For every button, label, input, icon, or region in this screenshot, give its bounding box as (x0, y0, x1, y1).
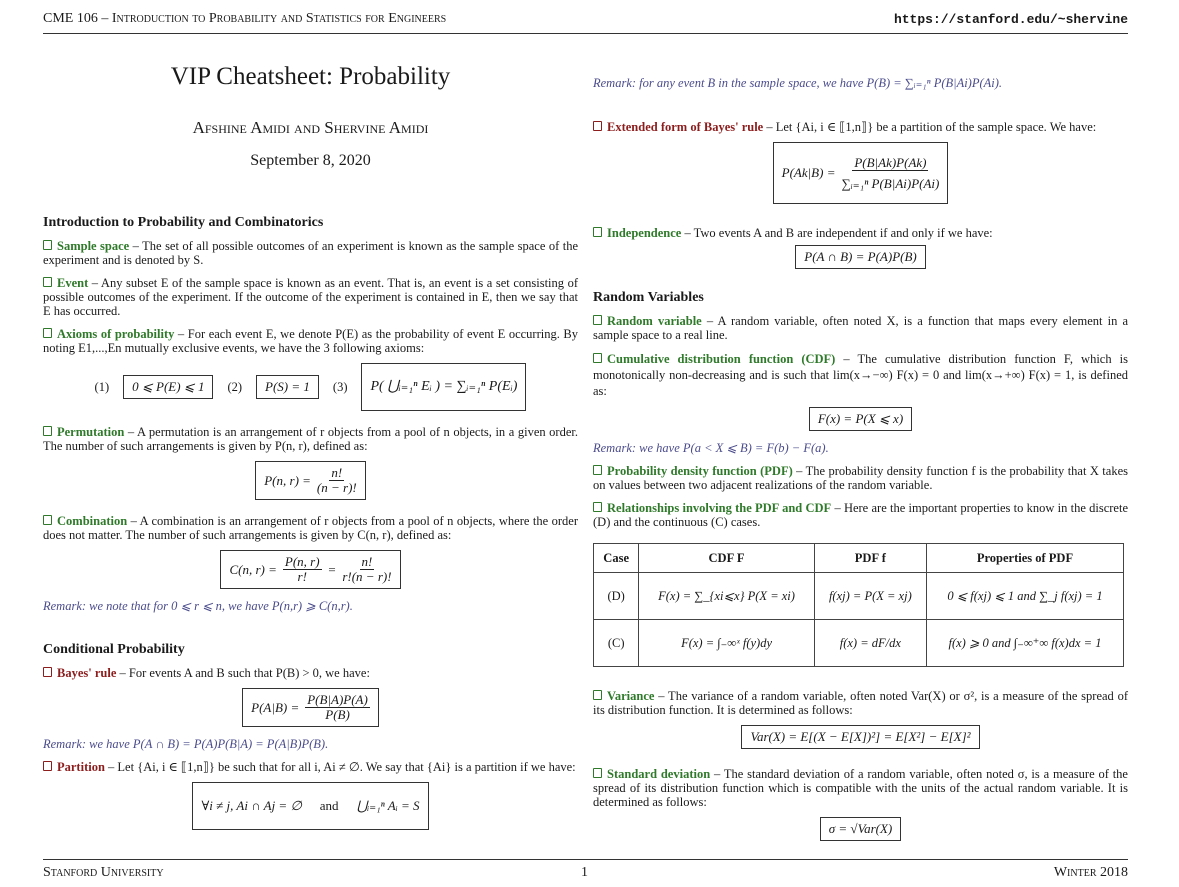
paragraph-bayes-rule: Bayes' rule – For events A and B such that P(B) > 0, we have: (43, 666, 578, 680)
footer-rule (43, 859, 1128, 860)
page-number: 1 (581, 865, 588, 880)
paragraph-random-variable: Random variable – A random variable, often noted X, is a function that maps every element in a sample space to a real line. (593, 314, 1128, 342)
paragraph-pdf: Probability density function (PDF) – The probability density function f is the probability that X takes on values between two adjacent realizations of the random variable. (593, 464, 1128, 492)
checkbox-icon (593, 502, 602, 512)
table-header-row (594, 544, 1124, 573)
paragraph-standard-deviation: Standard deviation – The standard deviation of a random variable, often noted σ, is a measure of the spread of its distribution function which is compatible with the units of the actual random variable. It is determined as follows: (593, 767, 1128, 809)
paragraph-axioms: Axioms of probability – For each event E, we denote P(E) as the probability of event E occurring. By noting E1,...,En mutually exclusive events, we have the 3 following axioms: (43, 327, 579, 355)
partition-formula: ∀i ≠ j, Ai ∩ Aj = ∅ and ⋃ᵢ₌₁ⁿ Aᵢ = S (192, 782, 428, 830)
checkbox-icon (43, 240, 52, 250)
checkbox-icon (593, 227, 602, 237)
checkbox-icon (593, 465, 602, 475)
axiom-2-formula: P(S) = 1 (256, 375, 319, 399)
checkbox-icon (43, 426, 52, 436)
checkbox-icon (593, 121, 602, 131)
table-cell: 0 ⩽ f(xj) ⩽ 1 and ∑_j f(xj) = 1 (926, 573, 1123, 620)
left-column (43, 62, 578, 830)
table-cell: F(x) = ∫₋∞ˣ f(y)dy (639, 620, 814, 667)
remark: Remark: we have P(a < X ⩽ B) = F(b) − F(a). (593, 441, 829, 455)
doc-title: VIP Cheatsheet: Probability (170, 63, 451, 90)
table-row (594, 573, 1124, 620)
remark: Remark: we have P(A ∩ B) = P(A)P(B|A) = P(A|B)P(B). (43, 737, 329, 751)
paragraph-sample-space: Sample space – The set of all possible outcomes of an experiment is known as the sample space of the experiment and is denoted by S. (43, 239, 579, 267)
axiom-label: (1) (94, 380, 110, 394)
doc-date: September 8, 2020 (250, 152, 371, 169)
header-course: CME 106 – Introduction to Probability and Statistics for Engineers (43, 11, 447, 26)
column-header: CDF F (639, 544, 814, 573)
std-row (593, 817, 1128, 841)
table-cell: (C) (594, 620, 639, 667)
std-formula: σ = √Var(X) (820, 817, 901, 841)
variance-formula: Var(X) = E[(X − E[X])²] = E[X²] − E[X]² (741, 725, 979, 749)
paragraph-variance: Variance – The variance of a random variable, often noted Var(X) or σ², is a measure of the spread of its distribution function. It is determined as follows: (593, 689, 1128, 717)
permutation-row (43, 461, 578, 500)
column-header: Case (594, 544, 639, 573)
checkbox-icon (593, 315, 602, 325)
paragraph-partition: Partition – Let {Ai, i ∈ ⟦1,n⟧} be such that for all i, Ai ≠ ∅. We say that {Ai} is a partition if we have: (43, 760, 578, 774)
extended-bayes-row (593, 142, 1128, 204)
table-cell: f(x) = dF/dx (814, 620, 926, 667)
cdf-row (593, 407, 1128, 431)
axioms-row (43, 363, 578, 411)
section-heading: Conditional Probability (43, 642, 185, 657)
combination-row (43, 550, 578, 589)
table-row (594, 620, 1124, 667)
independence-row (593, 245, 1128, 269)
variance-row (593, 725, 1128, 749)
cdf-formula: F(x) = P(X ⩽ x) (809, 407, 912, 431)
bayes-formula: P(A|B) = $\frac{P(B|A)P(A)}{P(B)}$ (242, 688, 379, 727)
pdf-cdf-table (593, 543, 1124, 667)
section-heading: Introduction to Probability and Combinatorics (43, 215, 324, 230)
table-cell: f(xj) = P(X = xj) (814, 573, 926, 620)
axiom-label: (3) (332, 380, 348, 394)
extended-bayes-formula: P(Ak|B) = $\frac{P(B|Ak)P(Ak)}{\text{∑ᵢ₌₁ⁿ P(B|Ai)P(Ai)}}$ (773, 142, 949, 204)
checkbox-icon (43, 667, 52, 677)
footer-left: Stanford University (43, 865, 164, 880)
axiom-1-formula: 0 ⩽ P(E) ⩽ 1 (123, 375, 213, 399)
axiom-label: (2) (227, 380, 243, 394)
paragraph-combination: Combination – A combination is an arrangement of r objects from a pool of n objects, where the order does not matter. The number of such arrangements is given by C(n, r), defined as: (43, 514, 578, 542)
paragraph-extended-bayes: Extended form of Bayes' rule – Let {Ai, i ∈ ⟦1,n⟧} be a partition of the sample space. We have: (593, 120, 1128, 134)
header-url[interactable]: https://stanford.edu/~shervine (893, 12, 1128, 27)
independence-formula: P(A ∩ B) = P(A)P(B) (795, 245, 926, 269)
table-cell: F(x) = ∑_{xi⩽x} P(X = xi) (639, 573, 814, 620)
axiom-3-formula: P( ⋃ᵢ₌₁ⁿ Eᵢ ) = ∑ᵢ₌₁ⁿ P(Eᵢ) (361, 363, 526, 411)
checkbox-icon (43, 515, 52, 525)
paragraph-independence: Independence – Two events A and B are independent if and only if we have: (593, 226, 1128, 240)
checkbox-icon (593, 690, 602, 700)
column-header: PDF f (814, 544, 926, 573)
checkbox-icon (593, 353, 602, 363)
partition-row (43, 782, 578, 830)
combination-formula: C(n, r) = $\frac{P(n, r)}{r!}$ = $\frac{n!}{r!(n - r)!}$ (220, 550, 400, 589)
remark: Remark: for any event B in the sample space, we have P(B) = ∑ᵢ₌₁ⁿ P(B|Ai)P(Ai). (593, 76, 1003, 90)
checkbox-icon (43, 761, 52, 771)
column-header: Properties of PDF (926, 544, 1123, 573)
paragraph-relationships: Relationships involving the PDF and CDF – Here are the important properties to know in the discrete (D) and the continuous (C) cases. (593, 501, 1129, 529)
table-cell: f(x) ⩾ 0 and ∫₋∞⁺∞ f(x)dx = 1 (926, 620, 1123, 667)
permutation-formula: P(n, r) = $\frac{n!}{(n - r)!}$ (255, 461, 366, 500)
remark: Remark: we note that for 0 ⩽ r ⩽ n, we have P(n,r) ⩾ C(n,r). (43, 599, 353, 613)
paragraph-cdf: Cumulative distribution function (CDF) – The cumulative distribution function F, which is monotonically non-decreasing and is such that lim(x→−∞) F(x) = 0 and lim(x→+∞) F(x) = 1, is defined as: (593, 352, 1128, 398)
doc-authors: Afshine Amidi and Shervine Amidi (192, 118, 429, 137)
table-cell: (D) (594, 573, 639, 620)
checkbox-icon (43, 277, 52, 287)
right-column (593, 76, 1128, 841)
footer-right: Winter 2018 (1053, 865, 1128, 880)
header-rule (43, 33, 1128, 34)
section-heading: Random Variables (593, 290, 704, 305)
bayes-row (43, 688, 578, 727)
paragraph-event: Event – Any subset E of the sample space is known as an event. That is, an event is a set consisting of possible outcomes of the experiment. If the outcome of the experiment is contained in E, then we say that E has occurred. (43, 276, 578, 318)
checkbox-icon (593, 768, 602, 778)
checkbox-icon (43, 328, 52, 338)
paragraph-permutation: Permutation – A permutation is an arrangement of r objects from a pool of n objects, in a given order. The number of such arrangements is given by P(n, r), defined as: (43, 425, 578, 453)
